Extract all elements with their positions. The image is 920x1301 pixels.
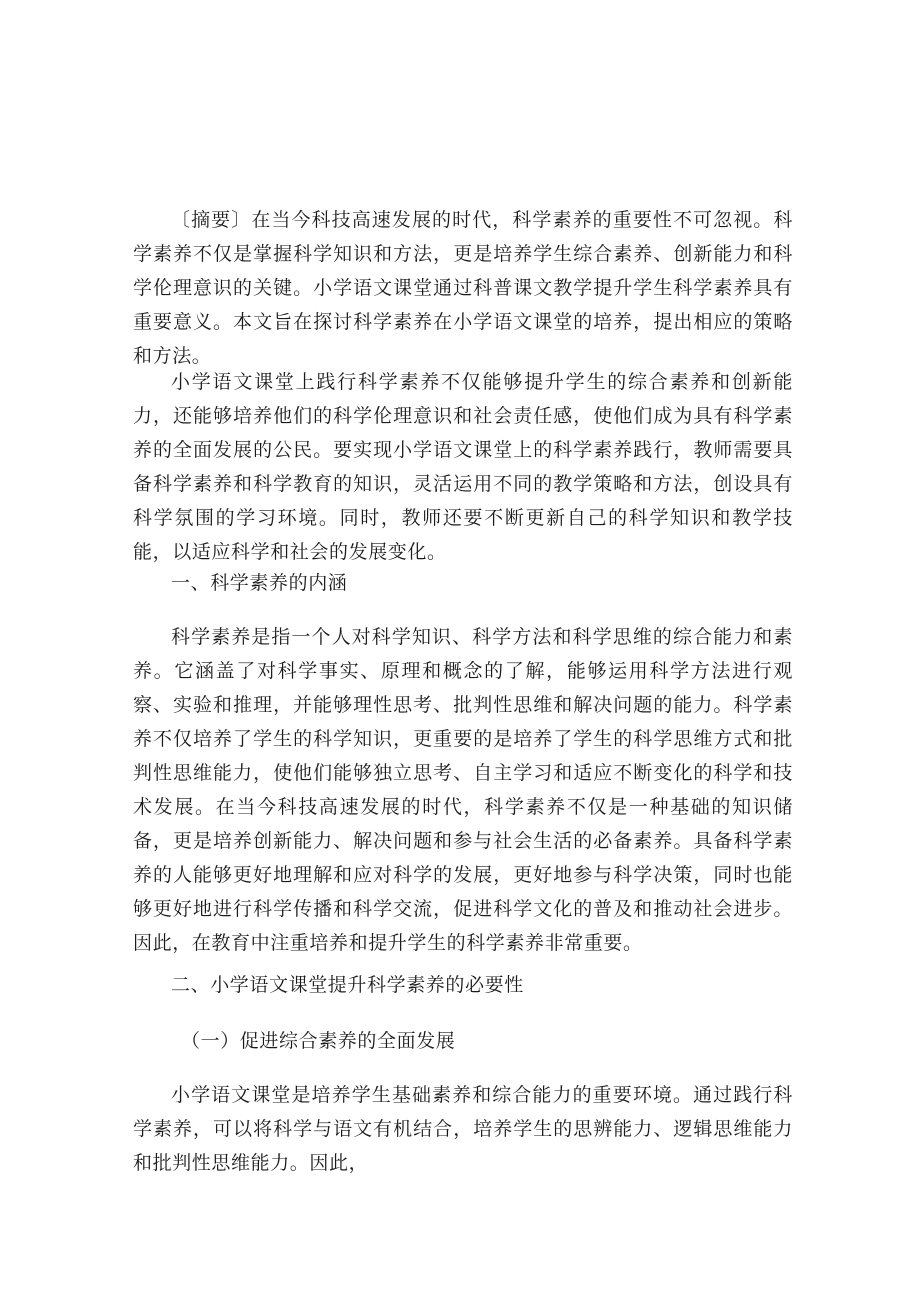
section-1-body: 科学素养是指一个人对科学知识、科学方法和科学思维的综合能力和素养。它涵盖了对科学事实、原理和概念的了解，能够运用科学方法进行观察、实验和推理，并能够理性思考、批判性思维和解决问题的能力。科学素养不仅培养了学生的科学知识，更重要的是培养了学生的科学思维方式和批判性思维能力，使他们能够独立思考、自主学习和适应不断变化的科学和技术发展。在当今科技高速发展的时代，科学素养不仅是一种基础的知识储备，更是培养创新能力、解决问题和参与社会生活的必备素养。具备科学素养的人能够更好地理解和应对科学的发展，更好地参与科学决策，同时也能够更好地进行科学传播和科学交流，促进科学文化的普及和推动社会进步。因此，在教育中注重培养和提升学生的科学素养非常重要。 xyxy=(133,626,793,954)
subsection-2-1-heading: （一）促进综合素养的全面发展 xyxy=(181,1030,456,1052)
subsection-2-1-body: 小学语文课堂是培养学生基础素养和综合能力的重要环境。通过践行科学素养，可以将科学与语文有机结合，培养学生的思辨能力、逻辑思维能力和批判性思维能力。因此， xyxy=(133,1084,793,1174)
intro-paragraph: 小学语文课堂上践行科学素养不仅能够提升学生的综合素养和创新能力，还能够培养他们的科学伦理意识和社会责任感，使他们成为具有科学素养的全面发展的公民。要实现小学语文课堂上的科学素养践行，教师需要具备科学素养和科学教育的知识，灵活运用不同的教学策略和方法，创设具有科学氛围的学习环境。同时，教师还要不断更新自己的科学知识和教学技能，以适应科学和社会的发展变化。 xyxy=(133,371,793,563)
section-1-heading: 一、科学素养的内涵 xyxy=(171,572,348,594)
section-2-heading: 二、小学语文课堂提升科学素养的必要性 xyxy=(171,974,524,996)
abstract-paragraph: 〔摘要〕在当今科技高速发展的时代，科学素养的重要性不可忽视。科学素养不仅是掌握科学知识和方法，更是培养学生综合素养、创新能力和科学伦理意识的关键。小学语文课堂通过科普课文教学提升学生科学素养具有重要意义。本文旨在探讨科学素养在小学语文课堂的培养，提出相应的策略和方法。 xyxy=(133,209,793,367)
